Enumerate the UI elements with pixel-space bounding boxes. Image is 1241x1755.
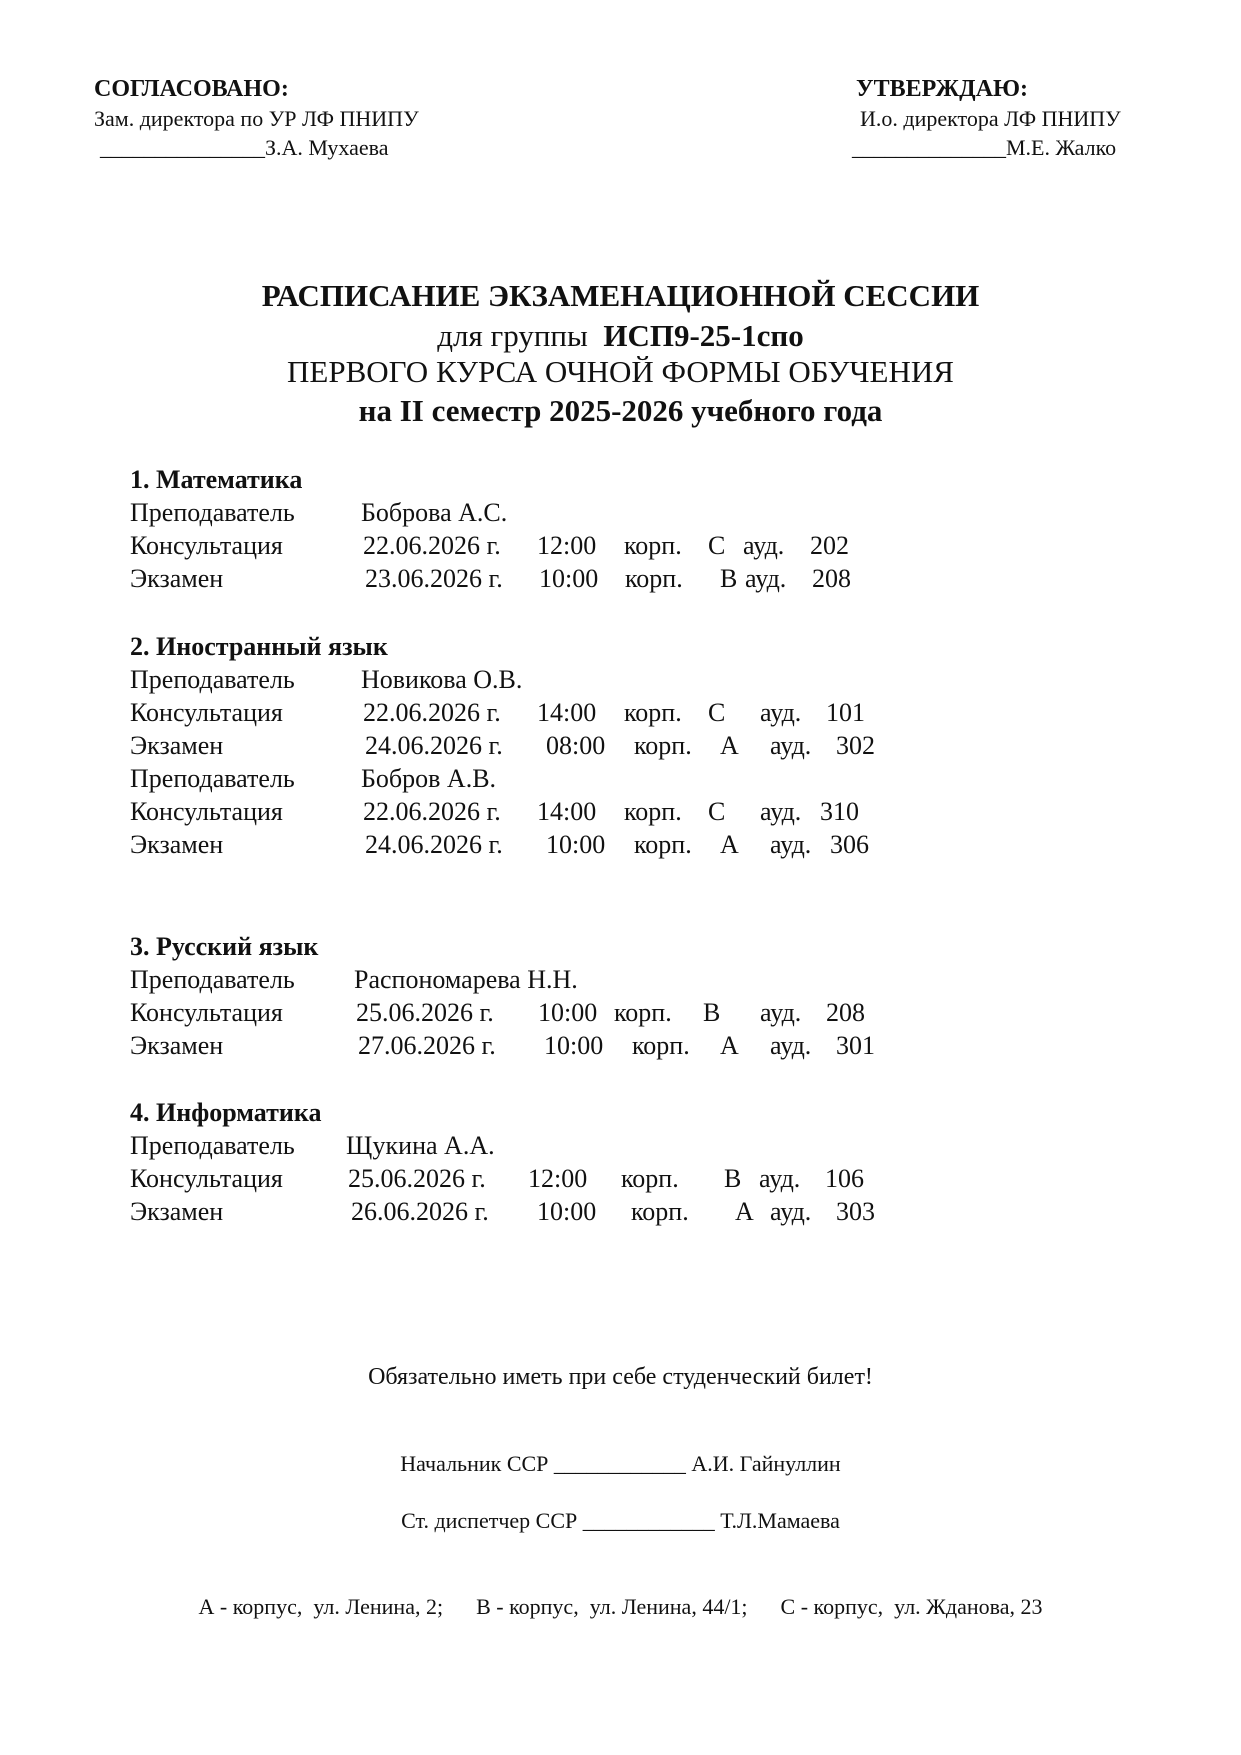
consultation-time: 14:00: [537, 698, 597, 727]
subject-heading: 2. Иностранный язык: [130, 632, 388, 661]
corp-label: корп.: [614, 998, 672, 1027]
course-line: ПЕРВОГО КУРСА ОЧНОЙ ФОРМЫ ОБУЧЕНИЯ: [287, 354, 954, 389]
signature-head: Начальник ССР ____________ А.И. Гайнуллин: [400, 1451, 841, 1476]
corp-label: корп.: [624, 797, 682, 826]
exam-building: В: [720, 564, 738, 593]
semester-line: на II семестр 2025-2026 учебного года: [358, 393, 883, 428]
consultation-row: [130, 531, 930, 563]
subject-heading: 4. Информатика: [130, 1098, 322, 1127]
exam-time: 10:00: [544, 1031, 604, 1060]
aud-label: ауд.: [760, 998, 802, 1027]
consultation-date: 25.06.2026 г.: [356, 998, 494, 1027]
corp-label: корп.: [625, 564, 683, 593]
consultation-room: 101: [826, 698, 865, 727]
exam-time: 10:00: [546, 830, 606, 859]
consultation-row: [130, 797, 930, 829]
approve-title: УТВЕРЖДАЮ:: [856, 76, 1029, 102]
aud-label: ауд.: [745, 564, 787, 593]
aud-label: ауд.: [760, 698, 802, 727]
consultation-time: 12:00: [537, 531, 597, 560]
exam-room: 302: [836, 731, 875, 760]
teacher-row: [130, 665, 930, 697]
teacher-label: Преподаватель: [130, 764, 295, 793]
exam-room: 208: [812, 564, 851, 593]
consultation-time: 14:00: [537, 797, 597, 826]
consultation-label: Консультация: [130, 531, 283, 560]
corp-label: корп.: [634, 731, 692, 760]
corp-label: корп.: [632, 1031, 690, 1060]
consultation-time: 10:00: [538, 998, 598, 1027]
exam-date: 24.06.2026 г.: [365, 830, 503, 859]
exam-date: 27.06.2026 г.: [358, 1031, 496, 1060]
consultation-room: 310: [820, 797, 859, 826]
exam-date: 23.06.2026 г.: [365, 564, 503, 593]
teacher-label: Преподаватель: [130, 1131, 295, 1160]
exam-label: Экзамен: [130, 830, 224, 859]
exam-date: 24.06.2026 г.: [365, 731, 503, 760]
approve-position: И.о. директора ЛФ ПНИПУ: [860, 106, 1121, 131]
consultation-building: В: [724, 1164, 742, 1193]
exam-row: [130, 1031, 930, 1063]
consultation-date: 22.06.2026 г.: [363, 698, 501, 727]
teacher-label: Преподаватель: [130, 498, 295, 527]
consultation-row: [130, 1164, 930, 1196]
approve-signature: ______________М.Е. Жалко: [852, 135, 1117, 160]
teacher-label: Преподаватель: [130, 665, 295, 694]
group-prefix: для группы: [437, 318, 588, 353]
exam-building: А: [720, 731, 739, 760]
exam-building: А: [735, 1197, 754, 1226]
exam-row: [130, 564, 930, 596]
teacher-name: Новикова О.В.: [361, 665, 523, 694]
teacher-name: Распономарева Н.Н.: [354, 965, 578, 994]
teacher-label: Преподаватель: [130, 965, 295, 994]
consultation-label: Консультация: [130, 998, 283, 1027]
aud-label: ауд.: [760, 797, 802, 826]
consultation-building: С: [708, 531, 726, 560]
teacher-row: [130, 764, 930, 796]
teacher-row: [130, 1131, 930, 1163]
consultation-date: 22.06.2026 г.: [363, 797, 501, 826]
consultation-building: В: [703, 998, 721, 1027]
corp-label: корп.: [634, 830, 692, 859]
consultation-room: 208: [826, 998, 865, 1027]
exam-row: [130, 1197, 930, 1229]
aud-label: ауд.: [743, 531, 785, 560]
exam-time: 10:00: [537, 1197, 597, 1226]
group-line: [0, 318, 1241, 354]
corp-label: корп.: [624, 531, 682, 560]
exam-label: Экзамен: [130, 564, 224, 593]
exam-room: 301: [836, 1031, 875, 1060]
aud-label: ауд.: [759, 1164, 801, 1193]
teacher-name: Бобров А.В.: [361, 764, 497, 793]
aud-label: ауд.: [770, 1197, 812, 1226]
aud-label: ауд.: [770, 830, 812, 859]
teacher-name: Щукина А.А.: [346, 1131, 495, 1160]
exam-date: 26.06.2026 г.: [351, 1197, 489, 1226]
consultation-label: Консультация: [130, 797, 283, 826]
consultation-room: 106: [825, 1164, 864, 1193]
exam-time: 10:00: [539, 564, 599, 593]
consultation-building: С: [708, 797, 726, 826]
signature-dispatcher: Ст. диспетчер ССР ____________ Т.Л.Мамаева: [401, 1508, 840, 1533]
exam-room: 303: [836, 1197, 875, 1226]
exam-room: 306: [830, 830, 869, 859]
student-id-notice: Обязательно иметь при себе студенческий билет!: [368, 1364, 873, 1390]
exam-row: [130, 731, 930, 763]
consultation-row: [130, 998, 930, 1030]
subject-heading: 1. Математика: [130, 465, 303, 494]
consultation-time: 12:00: [528, 1164, 588, 1193]
corp-label: корп.: [621, 1164, 679, 1193]
corp-label: корп.: [624, 698, 682, 727]
consultation-date: 25.06.2026 г.: [348, 1164, 486, 1193]
corp-label: корп.: [631, 1197, 689, 1226]
teacher-row: [130, 965, 930, 997]
approval-signature: _______________З.А. Мухаева: [100, 135, 389, 160]
consultation-room: 202: [810, 531, 849, 560]
consultation-row: [130, 698, 930, 730]
approval-position: Зам. директора по УР ЛФ ПНИПУ: [94, 106, 419, 131]
teacher-row: [130, 498, 930, 530]
exam-building: А: [720, 830, 739, 859]
exam-time: 08:00: [546, 731, 606, 760]
exam-label: Экзамен: [130, 1197, 224, 1226]
page-title: РАСПИСАНИЕ ЭКЗАМЕНАЦИОННОЙ СЕССИИ: [261, 278, 980, 313]
approval-title: СОГЛАСОВАНО:: [94, 76, 289, 102]
aud-label: ауд.: [770, 1031, 812, 1060]
consultation-building: С: [708, 698, 726, 727]
exam-label: Экзамен: [130, 1031, 224, 1060]
consultation-label: Консультация: [130, 1164, 283, 1193]
group-code: ИСП9-25-1спо: [603, 318, 804, 353]
teacher-name: Боброва А.С.: [361, 498, 508, 527]
subject-heading: 3. Русский язык: [130, 932, 319, 961]
consultation-label: Консультация: [130, 698, 283, 727]
exam-row: [130, 830, 930, 862]
aud-label: ауд.: [770, 731, 812, 760]
consultation-date: 22.06.2026 г.: [363, 531, 501, 560]
exam-label: Экзамен: [130, 731, 224, 760]
building-addresses: А - корпус, ул. Ленина, 2; В - корпус, ул. Ленина, 44/1; С - корпус, ул. Жданова, 23: [198, 1594, 1043, 1619]
exam-building: А: [720, 1031, 739, 1060]
